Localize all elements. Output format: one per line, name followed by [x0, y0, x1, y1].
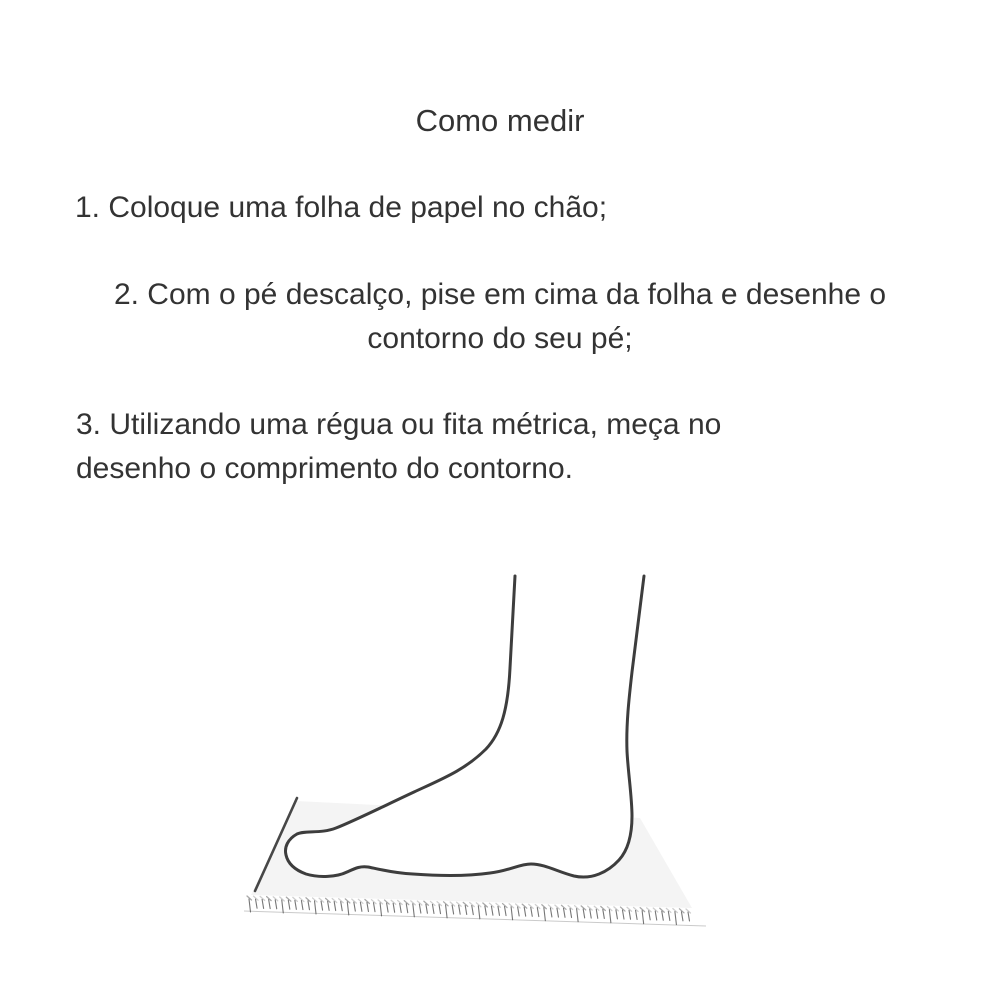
step-2-line-1: 2. Com o pé descalço, pise em cima da folha e desenhe o: [113, 278, 887, 311]
page-title: Como medir: [415, 103, 585, 138]
step-1-line-1: 1. Coloque uma folha de papel no chão;: [75, 191, 608, 224]
step-3-line-2: desenho o comprimento do contorno.: [76, 452, 573, 485]
foot-outline: [285, 576, 644, 877]
step-2-line-2: contorno do seu pé;: [367, 322, 633, 355]
step-3-line-1: 3. Utilizando uma régua ou fita métrica, meça no: [76, 408, 722, 441]
